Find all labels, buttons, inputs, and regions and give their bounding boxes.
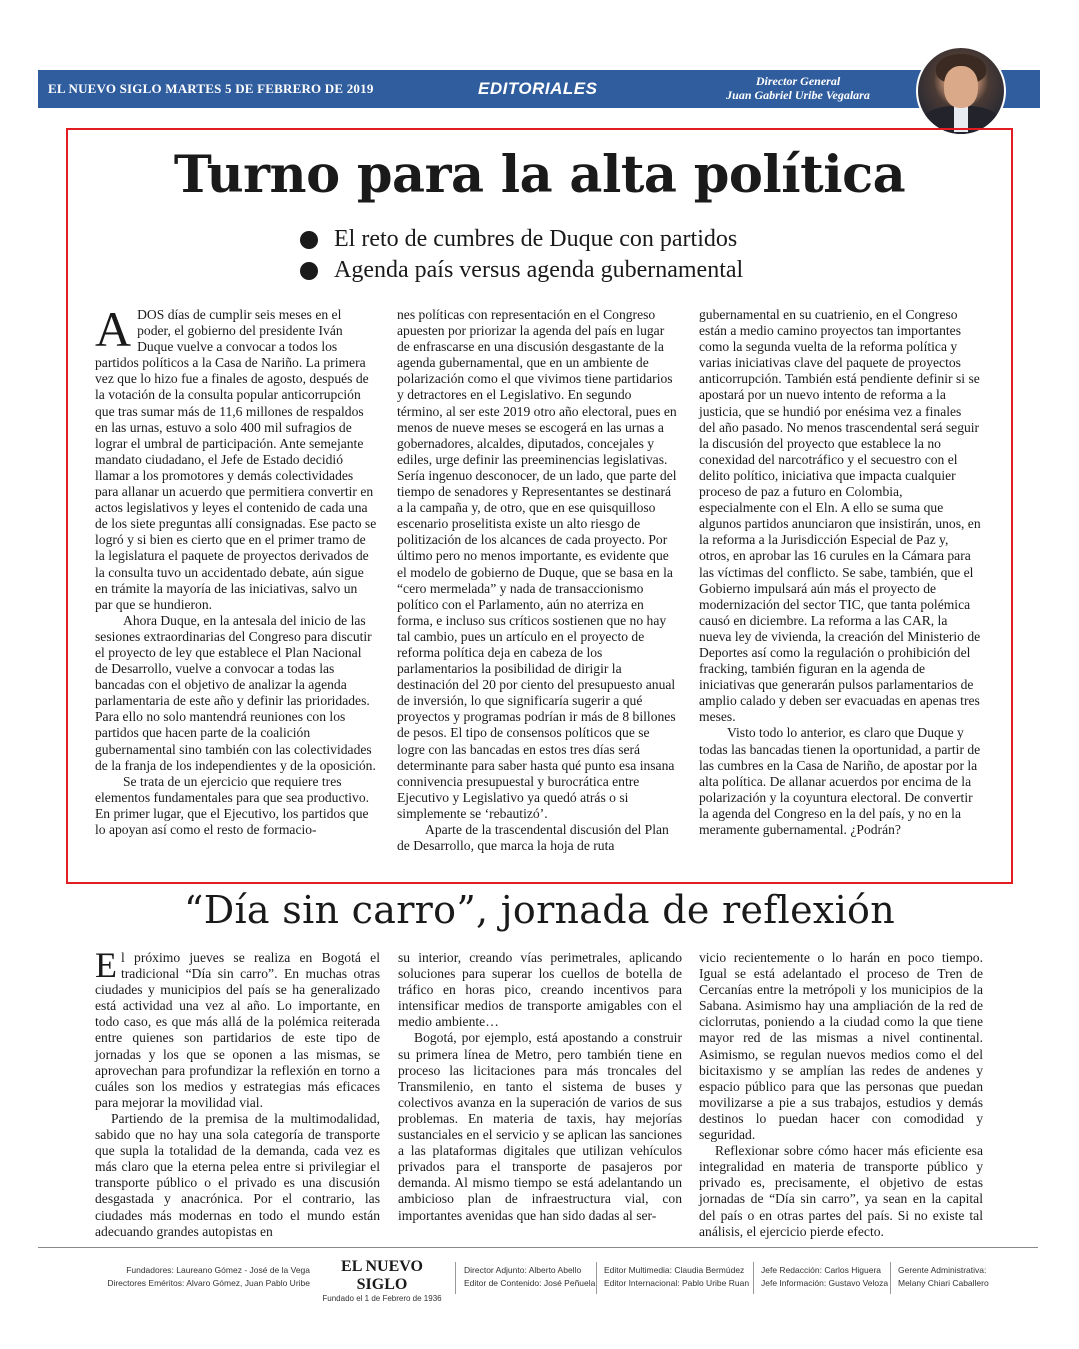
bullet-item: El reto de cumbres de Duque con partidos — [300, 224, 743, 255]
editorial-bullets — [300, 224, 743, 286]
second-column-1 — [95, 945, 380, 1240]
dropcap: A — [95, 301, 132, 357]
paragraph: nes políticas con representación en el Congreso apuesten por priorizar la agenda del país en lugar de enfrascarse en una discusión desgastante de la agenda gubernamental, que en un ambiente de polarización como el que vivimos tiene partidarios y detractores en el Legislativo. En segundo término, al ser este 2019 otro año electoral, pues en menos de nueve meses se escogerá en las urnas a gobernadores, alcaldes, diputados, concejales y ediles, urge definir las preeminencias legislativas. Sería ingenuo desconocer, de un lado, que parte del tiempo de senadores y Representantes se destinará a la campaña y, de otro, que en ese quisquilloso escenario proselitista existe un alto riesgo de politización de los alcances de cada proyecto. Por último pero no menos importante, es evidente que el modelo de gobierno de Duque, que se basa en la “cero mermelada” y nada de transaccionismo político con el Parlamento, aún no aterriza en forma, e incluso sus críticos sostienen que no hay tal cambio, pues un artículo en el proyecto de reforma política deja en cabeza de los parlamentarios la posibilidad de dirigir la destinación del 20 por ciento del presupuesto anual de inversión, lo que significaría sugerir a qué proyectos y programas podrían ir más de 8 billones de pesos. El tipo de consensos políticos que se logre con las bancadas en estos tres días será determinante para saber hasta qué punto esa insana connivencia presupuestal y burocrática entre Ejecutivo y Legislativo ya quedó atrás o si simplemente se ‘rebautizó’. — [397, 307, 677, 821]
paragraph: su interior, creando vías perimetrales, aplicando soluciones para superar los cuellos de botella de tráfico en horas pico, creando incentivos para intensificar medios de transporte amigables con el medio ambiente… — [398, 950, 682, 1030]
brand-logo: EL NUEVO SIGLO — [341, 1258, 423, 1293]
paragraph: Bogotá, por ejemplo, está apostando a construir su primera línea de Metro, pero también tiene en proceso las licitaciones para más troncales del Transmilenio, en tanto el sistema de buses y colectivos avanza en la superación de varios de sus problemas. En materia de taxis, hay mejorías sustanciales en el servicio y se aplican las sanciones a las plataformas digitales que utilizan vehículos privados para el transporte de pasajeros por demanda. Al mismo tiempo se está adelantando un ambicioso plan de infraestructura vial, con importantes avenidas que han sido dadas al ser- — [398, 1030, 682, 1223]
footer-editors-3: Jefe Redacción: Carlos Higuera Jefe Información: Gustavo Veloza — [761, 1265, 889, 1288]
footer-separator — [753, 1262, 754, 1294]
bullet-item: Agenda país versus agenda gubernamental — [300, 255, 743, 286]
footer-editors-1: Director Adjunto: Alberto Abello Editor de Contenido: José Peñuela — [464, 1265, 596, 1288]
paragraph: Ahora Duque, en la antesala del inicio de las sesiones extraordinarias del Congreso para discutir el proyecto de ley que establece el Plan Nacional de Desarrollo, vuelve a convocar a todas las bancadas con el objetivo de analizar la agenda parlamentaria de este año y definir las prioridades. Para ello no solo mantendrá reuniones con los partidos que hacen parte de la coalición gubernamental sino también con las colectividades de la franja de los independientes y de la oposición. — [95, 612, 376, 773]
paragraph: Aparte de la trascendental discusión del Plan de Desarrollo, que marca la hoja de ruta — [397, 822, 669, 854]
director-photo — [916, 46, 1006, 136]
footer-brand — [322, 1258, 442, 1303]
editorial-column-2 — [397, 307, 679, 854]
second-column-2 — [398, 950, 682, 1224]
section-title: EDITORIALES — [478, 79, 598, 98]
paragraph: ADOS días de cumplir seis meses en el poder, el gobierno del presidente Iván Duque vuelve a convocar a todos los partidos políticos a la Casa de Nariño. La primera vez que lo hizo fue a finales de agosto, después de la votación de la consulta popular anticorrupción que tras sumar más de 11,6 millones de respaldos en las urnas, estuvo a solo 400 mil sufragios de lograr el umbral de participación. Ante semejante mandato ciudadano, el Jefe de Estado decidió llamar a los promotores y demás colectividades para allanar un acuerdo que permitiera convertir en actos legislativos y leyes el contenido de cada una de los siete preguntas allí consignadas. Ese pacto se logró y si bien es cierto que en el primer tramo de la legislatura el paquete de proyectos derivados de la consulta tuvo un accidentado debate, aún sigue en trámite la mayoría de las iniciativas, salvo un par que se hundieron. — [95, 301, 377, 612]
footer-separator — [596, 1262, 597, 1294]
header-dateline: EL NUEVO SIGLO MARTES 5 DE FEBRERO DE 2019 — [48, 81, 374, 96]
editorial-title: Turno para la alta política — [173, 145, 906, 205]
editorial-column-1 — [95, 301, 377, 838]
paragraph: Reflexionar sobre cómo hacer más eficiente esa integralidad en materia de transporte público y privado es, precisamente, el objetivo de estas jornadas de “Día sin carro”, ya sean en la capital del país o en otras partes del país. Si no existe tal análisis, el ejercicio pierde efecto. — [699, 1143, 983, 1239]
second-editorial-title: “Día sin carro”, jornada de reflexión — [183, 888, 896, 932]
director-name: Juan Gabriel Uribe Vegalara — [726, 88, 870, 102]
paragraph: gubernamental en su cuatrienio, en el Congreso están a medio camino proyectos tan importantes como la segunda vuelta de la reforma política y varias iniciativas clave del paquete de proyectos anticorrupción. También está pendiente definir si se apostará por un nuevo intento de reforma a la justicia, que se hundió por enésima vez a finales del año pasado. No menos trascendental será seguir la discusión del proyecto que establece la no conexidad del narcotráfico y el secuestro con el delito político, iniciativa que impacta cualquier proceso de paz a futuro en Colombia, especialmente con el Eln. A ello se suma que algunos partidos anunciaron que insistirán, unos, en la reforma a la Jurisdicción Especial de Paz y, otros, en aprobar las 16 curules en la Cámara para las víctimas del conflicto. Se sabe, también, que el Gobierno impulsará aún más el proyecto de modernización del sector TIC, que tanta polémica causó en diciembre. La reforma a las CAR, la nueva ley de vivienda, la creación del Ministerio de Deportes así como la regulación o prohibición del fracking, también figuran en la agenda de iniciativas que generarán pulsos parlamentarios de amplio calado y deben ser evacuadas en apenas tres meses. — [699, 307, 981, 725]
bullet-dot-icon — [300, 231, 318, 249]
footer-manager: Gerente Administrativa: Melany Chiari Caballero — [898, 1265, 989, 1288]
editorial-column-3 — [699, 307, 981, 838]
bullet-dot-icon — [300, 262, 318, 280]
paragraph: El próximo jueves se realiza en Bogotá el tradicional “Día sin carro”. En muchas otras ciudades y municipios del país se ha generalizado está actividad una vez al año. Lo importante, en todo caso, es que más allá de la polémica reiterada entre quienes son partidarios de este tipo de jornadas y los que se oponen a las mismas, se aprovechan para profundizar la reflexión en torno a cuáles son los medios y estrategias más eficaces para mejorar la movilidad vial. — [95, 945, 380, 1110]
dropcap: E — [95, 945, 117, 985]
director-credit — [688, 74, 908, 102]
page-header — [38, 70, 1073, 165]
paragraph: vicio recientemente o lo harán en poco tiempo. Igual se está adelantado el proceso de Tren de Cercanías entre la metrópoli y los municipios de la Sabana. Asimismo hay una ampliación de la red de ciclorrutas, poniendo a la ciudad como la que tiene mayor red de las mismas a nivel continental. Asimismo, se regulan nuevos medios como el del bicitaxismo y se amplían las redes de andenes y espacio público para que las personas que puedan movilizarse a pie a sus trabajos, estudios y demás destinos lo puedan hacer con comodidad y seguridad. — [699, 950, 983, 1143]
page-number: 3A — [1051, 146, 1073, 165]
footer-separator — [890, 1262, 891, 1294]
footer-founders: Fundadores: Laureano Gómez - José de la Vega Directores Eméritos: Alvaro Gómez, Juan Pablo Uribe — [107, 1265, 310, 1288]
director-title: Director General — [755, 74, 841, 88]
brand-founded: Fundado el 1 de Febrero de 1936 — [322, 1294, 442, 1303]
paragraph: Se trata de un ejercicio que requiere tres elementos fundamentales para que sea productivo. En primer lugar, que el Ejecutivo, los partidos que lo apoyan así como el resto de formacio- — [95, 773, 370, 837]
paragraph: Visto todo lo anterior, es claro que Duque y todas las bancadas tienen la oportunidad, a partir de las cumbres en la Casa de Nariño, de apostar por la alta política. De allanar acuerdos por encima de la polarización y la coyuntura electoral. De convertir la agenda del Congreso en la del país, y no en la meramente gubernamental. ¿Podrán? — [699, 725, 981, 837]
footer-editors-2: Editor Multimedia: Claudia Bermúdez Editor Internacional: Pablo Uribe Ruan — [604, 1265, 750, 1288]
footer-separator — [455, 1262, 456, 1294]
footer-divider — [38, 1247, 1038, 1248]
second-column-3 — [699, 950, 983, 1240]
paragraph: Partiendo de la premisa de la multimodalidad, sabido que no hay una sola categoría de transporte que supla la totalidad de la demanda, cada vez es más claro que la eterna pelea entre si privilegiar el transporte público o el privado es una discusión desgastada y anacrónica. Por el contrario, las ciudades más modernas en todo el mundo están adecuando grandes autopistas en — [95, 1110, 380, 1239]
photo-face — [944, 66, 978, 108]
